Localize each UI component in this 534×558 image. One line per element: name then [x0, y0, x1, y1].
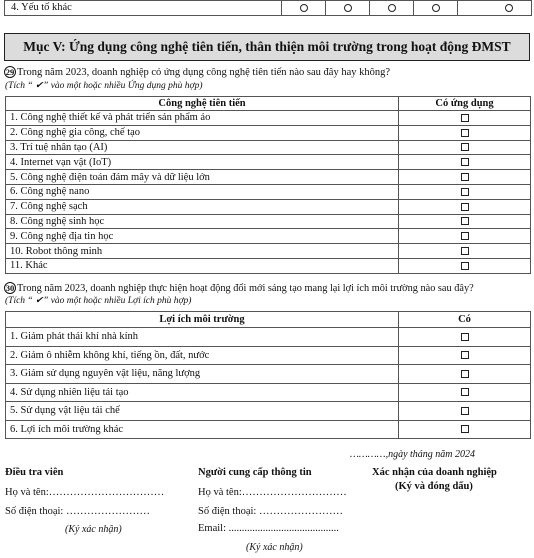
checkbox-cell — [399, 365, 531, 384]
question-number-badge: 29 — [5, 67, 15, 77]
row-label: 4. Sử dụng nhiên liệu tái tạo — [6, 383, 399, 402]
row-label: 10. Robot thông minh — [6, 244, 399, 259]
row-label: 4. Internet vạn vật (IoT) — [6, 155, 399, 170]
question-number-badge: 30 — [5, 283, 15, 293]
investigator-phone-field[interactable]: Số điện thoại: …………………… — [5, 506, 150, 517]
checkbox-cell — [399, 402, 531, 421]
row-label: 9. Công nghệ địa tin học — [6, 229, 399, 244]
table-row — [6, 214, 531, 229]
company-confirm-title: Xác nhận của doanh nghiệp — [372, 467, 497, 478]
checkbox[interactable] — [461, 232, 469, 240]
table-row — [6, 229, 531, 244]
provider-name-field[interactable]: Họ và tên:………………………… — [198, 487, 347, 498]
checkbox[interactable] — [461, 173, 469, 181]
row-label: 1. Giảm phát thải khí nhà kính — [6, 328, 399, 347]
checkbox-cell — [399, 184, 531, 199]
table-row — [6, 155, 531, 170]
section-header — [4, 33, 530, 61]
company-confirm-subtitle: (Ký và đóng dấu) — [395, 481, 473, 492]
table-row — [6, 402, 531, 421]
checkbox-cell — [399, 383, 531, 402]
checkbox[interactable] — [461, 158, 469, 166]
investigator-title: Điều tra viên — [5, 467, 64, 478]
checkbox-cell — [399, 328, 531, 347]
checkbox[interactable] — [461, 425, 469, 433]
row-label: 1. Công nghệ thiết kế và phát triển sản phẩm ảo — [6, 111, 399, 126]
checkbox-cell — [399, 155, 531, 170]
q30-col-header-benefit: Lợi ích môi trường — [6, 312, 399, 328]
checkbox[interactable] — [461, 370, 469, 378]
checkbox[interactable] — [461, 203, 469, 211]
table-row — [6, 383, 531, 402]
row-label: 5. Công nghệ điện toán đám mây và dữ liệu lớn — [6, 170, 399, 185]
provider-email-field[interactable]: Email: .......................................... — [198, 523, 339, 534]
top-row-label: 4. Yếu tố khác — [11, 2, 72, 13]
table-row — [6, 199, 531, 214]
provider-phone-field[interactable]: Số điện thoại: …………………… — [198, 506, 343, 517]
top-row — [4, 0, 532, 16]
checkbox[interactable] — [461, 247, 469, 255]
option-circle[interactable] — [300, 4, 308, 12]
row-label: 3. Giảm sử dụng nguyên vật liệu, năng lượng — [6, 365, 399, 384]
checkbox-cell — [399, 214, 531, 229]
table-row — [6, 346, 531, 365]
table-row — [6, 184, 531, 199]
checkbox-cell — [399, 420, 531, 439]
section-title: Mục V: Ứng dụng công nghệ tiên tiến, thân thiện môi trường trong hoạt động ĐMST — [23, 39, 511, 54]
checkbox[interactable] — [461, 188, 469, 196]
checkbox[interactable] — [461, 262, 469, 270]
checkbox[interactable] — [461, 388, 469, 396]
investigator-name-field[interactable]: Họ và tên:…………………………… — [5, 487, 165, 498]
table-row — [6, 244, 531, 259]
checkbox-cell — [399, 170, 531, 185]
checkbox[interactable] — [461, 129, 469, 137]
date-line: …………,ngày tháng năm 2024 — [350, 449, 476, 460]
row-label: 2. Công nghệ gia công, chế tạo — [6, 125, 399, 140]
checkbox-cell — [399, 258, 531, 273]
row-label: 6. Công nghệ nano — [6, 184, 399, 199]
q30-col-header-yes: Có — [399, 312, 531, 328]
table-row — [6, 328, 531, 347]
provider-title: Người cung cấp thông tin — [198, 467, 312, 478]
row-label: 2. Giảm ô nhiễm không khí, tiếng ồn, đất, nước — [6, 346, 399, 365]
q30-instruction: (Tích “ ✔” vào một hoặc nhiều Lợi ích phù hợp) — [5, 296, 192, 306]
checkbox-cell — [399, 346, 531, 365]
checkbox[interactable] — [461, 114, 469, 122]
q30-table — [5, 311, 531, 439]
q29-col-header-tech: Công nghệ tiên tiến — [6, 97, 399, 111]
q29-instruction: (Tích “ ✔” vào một hoặc nhiều Ứng dụng phù hợp) — [5, 81, 203, 91]
checkbox-cell — [399, 140, 531, 155]
table-row — [6, 420, 531, 439]
checkbox[interactable] — [461, 351, 469, 359]
table-row — [6, 365, 531, 384]
investigator-sign-note: (Ký xác nhận) — [65, 524, 122, 535]
row-label: 8. Công nghệ sinh học — [6, 214, 399, 229]
table-row — [6, 111, 531, 126]
table-row — [6, 125, 531, 140]
checkbox-cell — [399, 229, 531, 244]
table-row — [6, 258, 531, 273]
checkbox[interactable] — [461, 143, 469, 151]
checkbox-cell — [399, 244, 531, 259]
checkbox[interactable] — [461, 333, 469, 341]
checkbox[interactable] — [461, 217, 469, 225]
option-circle[interactable] — [432, 4, 440, 12]
checkbox-cell — [399, 199, 531, 214]
q29-table — [5, 96, 531, 274]
q29-col-header-applied: Có ứng dụng — [399, 97, 531, 111]
checkbox-cell — [399, 125, 531, 140]
q30-question — [4, 282, 532, 294]
row-label: 7. Công nghệ sạch — [6, 199, 399, 214]
table-row — [6, 140, 531, 155]
provider-sign-note: (Ký xác nhận) — [246, 542, 303, 553]
checkbox[interactable] — [461, 407, 469, 415]
row-label: 11. Khác — [6, 258, 399, 273]
row-label: 3. Trí tuệ nhân tạo (AI) — [6, 140, 399, 155]
option-circle[interactable] — [344, 4, 352, 12]
option-circle[interactable] — [505, 4, 513, 12]
row-label: 5. Sử dụng vật liệu tái chế — [6, 402, 399, 421]
option-circle[interactable] — [388, 4, 396, 12]
table-row — [6, 170, 531, 185]
checkbox-cell — [399, 111, 531, 126]
q30-question-text: Trong năm 2023, doanh nghiệp thực hiện hoạt động đổi mới sáng tạo mang lại lợi ích môi trường nào sau đây? — [17, 283, 474, 294]
q29-question-text: Trong năm 2023, doanh nghiệp có ứng dụng công nghệ tiên tiến nào sau đây hay không? — [17, 67, 391, 78]
row-label: 6. Lợi ích môi trường khác — [6, 420, 399, 439]
q29-question — [4, 66, 532, 78]
